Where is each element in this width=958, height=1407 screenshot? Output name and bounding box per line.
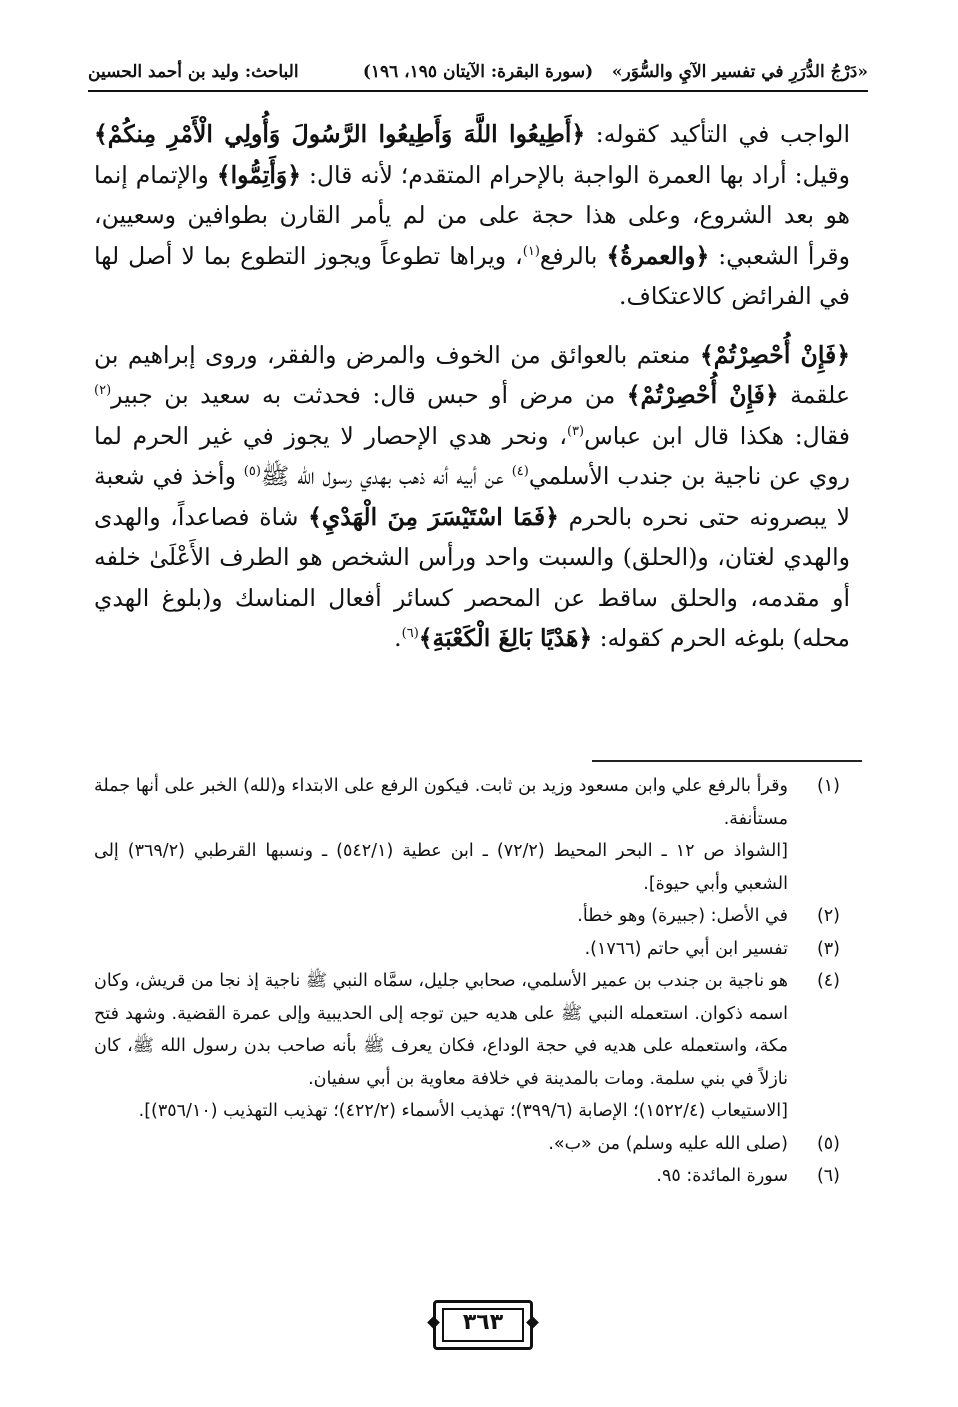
footnote-6 xyxy=(94,1160,840,1193)
footnote-text: في الأصل: (جبيرة) وهو خطأ. xyxy=(577,906,788,926)
author-name: الباحث: وليد بن أحمد الحسين xyxy=(88,62,299,82)
footnote-ref: (٣) xyxy=(566,423,585,439)
footnote-text: هو ناجية بن جندب بن عمير الأسلمي، صحابي جليل، سمَّاه النبي ﷺ ناجية إذ نجا من قريش، وكان اسمه ذكوان. استعمله النبي ﷺ على هديه حين توجه إلى الحديبية وإلى عمرة القضية. وشهد فتح مكة، واستعمله على هديه في حجة الوداع، فكان يعرف ﷺ بأنه صاحب بدن رسول الله ﷺ، كان نازلاً في بني سلمة. ومات بالمدينة في خلافة معاوية بن أبي سفيان. xyxy=(94,971,788,1089)
footnote-number: (٢) xyxy=(816,906,840,926)
quran-quote: ﴿أَطِيعُوا اللَّهَ وَأَطِيعُوا الرَّسُولَ وَأُولِي الْأَمْرِ مِنكُمْ﴾ xyxy=(94,120,586,148)
paragraph-1: الواجب في التأكيد كقوله: ﴿أَطِيعُوا اللَّهَ وَأَطِيعُوا الرَّسُولَ وَأُولِي الْأَمْرِ مِنكُمْ﴾ وقيل: أراد بها العمرة الواجبة بالإحرام المتقدم؛ لأنه قال: ﴿وَأَتِمُّوا﴾ والإتمام إنما هو بعد الشروع، وعلى هذا حجة على من لم يأمر القارن بطوافين وسعيين، وقرأ الشعبي: ﴿والعمرةُ﴾ بالرفع$^{(١)}$، ويراها تطوعاً ويجوز التطوع بما لا أصل لها في الفرائض كالاعتكاف. xyxy=(94,120,851,310)
quran-quote: ﴿وَأَتِمُّوا﴾ xyxy=(216,160,302,189)
paragraph-2: ﴿فَإِنْ أُحْصِرْتُمْ﴾ منعتم بالعوائق من الخوف والمرض والفقر، وروى إبراهيم بن علقمة ﴿فَإِنْ أُحْصِرْتُمْ﴾ من مرض أو حبس قال: فحدثت به سعيد بن جبير$^{(٢)}$ فقال: هكذا قال ابن عباس$^{(٣)}$، ونحر هدي الإحصار لا يجوز في غير الحرم لما روي عن ناجية بن جندب الأسلمي$^{(٤)}$ عن أبيه أنه ذهب بهدي رسول الله ﷺ$^{(٥)}$ وأخذ في شعبة لا يبصرونه حتى نحره بالحرم ﴿فَمَا اسْتَيْسَرَ مِنَ الْهَدْيِ﴾ شاة فصاعداً، والهدى والهدي لغتان، و(الحلق) والسبت واحد ورأس الشخص هو الطرف الأَعْلَىٰ خلفه أو مقدمه، والحلق ساقط عن المحصر كسائر أفعال المناسك و(بلوغ الهدي محله) بلوغه الحرم كقوله: ﴿هَدْيًا بَالِغَ الْكَعْبَةِ﴾$^{(٦)}$. xyxy=(94,340,850,652)
main-text xyxy=(94,114,850,659)
quran-quote: ﴿هَدْيًا بَالِغَ الْكَعْبَةِ﴾ xyxy=(418,624,593,652)
footnote-number: (٦) xyxy=(816,1166,840,1186)
footnote-ref: (١) xyxy=(522,243,540,259)
page-number-ornament xyxy=(433,1300,533,1350)
footnote-ref: (٢) xyxy=(94,383,112,399)
footnote-number: (٥) xyxy=(816,1133,840,1154)
quran-quote: ﴿والعمرةُ﴾ xyxy=(606,241,710,270)
footnote-number: (٤) xyxy=(816,971,840,991)
footnote-5 xyxy=(94,1128,840,1161)
footnote-4 xyxy=(94,965,840,1128)
footnote-1 xyxy=(94,770,840,900)
footnote-ref: (٥) xyxy=(243,464,261,480)
footnote-text: (صلى الله عليه وسلم) من «ب». xyxy=(548,1133,788,1154)
quran-quote: ﴿فَإِنْ أُحْصِرْتُمْ﴾ xyxy=(700,340,850,369)
footnote-3 xyxy=(94,933,840,966)
quran-quote: ﴿فَإِنْ أُحْصِرْتُمْ﴾ xyxy=(626,381,779,409)
book-title: «دَرْجُ الدُّرَرِ في تفسير الآيِ والسُّوَر» xyxy=(611,62,868,82)
footnote-source: [الشواذ ص ١٢ ـ البحر المحيط (٧٢/٢) ـ ابن عطية (٥٤٢/١) ـ ونسبها القرطبي (٣٦٩/٢) إلى الشعبي وأبي حيوة]. xyxy=(94,841,788,894)
footnotes xyxy=(94,770,840,1193)
footnote-text: تفسير ابن أبي حاتم (١٧٦٦). xyxy=(584,938,788,959)
footnote-2 xyxy=(94,900,840,933)
surah-reference: (سورة البقرة: الآيتان ١٩٥، ١٩٦) xyxy=(362,62,594,82)
footnote-text: وقرأ بالرفع علي وابن مسعود وزيد بن ثابت. فيكون الرفع على الابتداء و(لله) الخبر على أنها جملة مستأنفة. xyxy=(94,776,788,829)
quran-quote: ﴿فَمَا اسْتَيْسَرَ مِنَ الْهَدْيِ﴾ xyxy=(308,502,559,531)
running-header xyxy=(88,58,868,92)
footnote-source: [الاستيعاب (١٥٢٢/٤)؛ الإصابة (٣٩٩/٦)؛ تهذيب الأسماء (٤٢٢/٢)؛ تهذيب التهذيب (٣٥٦/١٠)]. xyxy=(138,1101,788,1121)
footnote-ref: (٦) xyxy=(401,626,419,642)
footnote-ref: (٤) xyxy=(511,464,529,480)
footnote-number: (١) xyxy=(816,776,840,796)
page-number: ٣٦٣ xyxy=(462,1310,504,1335)
footnote-text: سورة المائدة: ٩٥. xyxy=(656,1166,788,1186)
footnote-number: (٣) xyxy=(816,938,840,959)
footnote-divider xyxy=(592,760,862,762)
